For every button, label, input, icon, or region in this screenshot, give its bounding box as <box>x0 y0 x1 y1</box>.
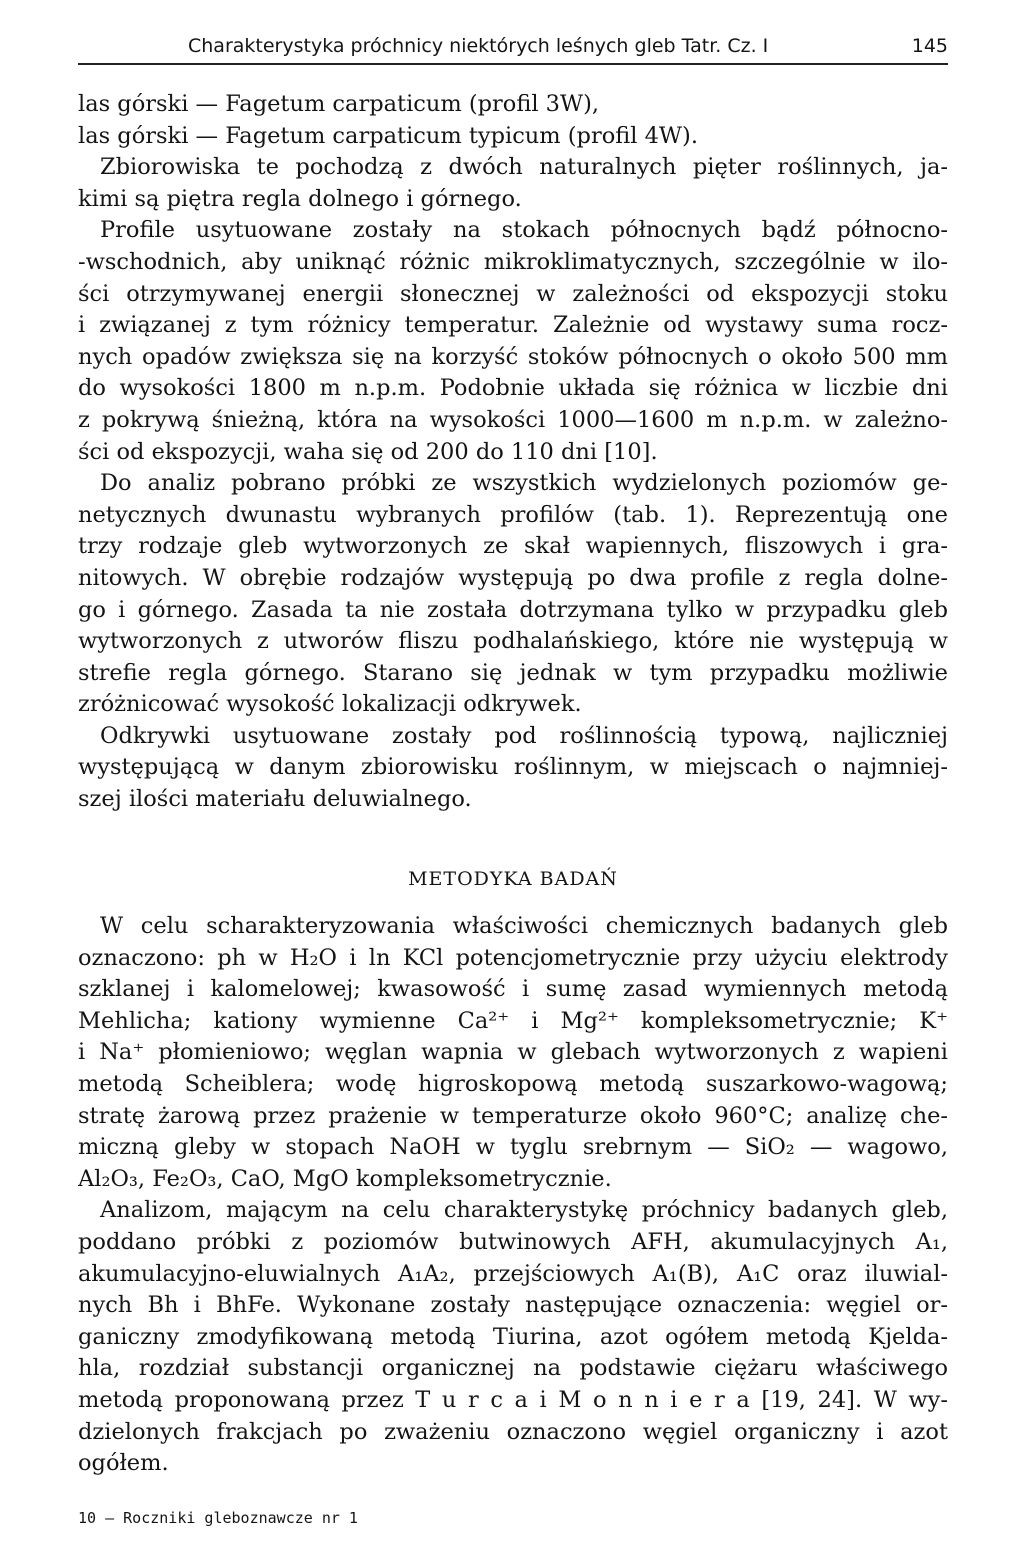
text-line: oznaczono: ph w H₂O i ln KCl potencjometrycznie przy użyciu elektrody <box>78 944 948 971</box>
text-line: ganiczny zmodyfikowaną metodą Tiurina, azot ogółem metodą Kjelda- <box>78 1323 948 1350</box>
text-line: W celu scharakteryzowania właściwości chemicznych badanych gleb <box>100 913 948 939</box>
text-block-methods <box>78 911 948 1480</box>
text-line: ści od ekspozycji, waha się od 200 do 110 dni [10]. <box>78 438 658 465</box>
text-line: i Na⁺ płomieniowo; węglan wapnia w glebach wytworzonych z wapieni <box>78 1039 948 1066</box>
text-line: z pokrywą śnieżną, która na wysokości 1000—1600 m n.p.m. w zależno- <box>78 406 948 433</box>
section-heading: METODYKA BADAŃ <box>408 868 618 890</box>
running-head <box>78 35 948 61</box>
text-line: metodą Scheiblera; wodę higroskopową metodą suszarkowo-wagową; <box>78 1070 948 1097</box>
text-line: i związanej z tym różnicy temperatur. Zależnie od wystawy suma rocz- <box>78 312 948 339</box>
text-line: Zbiorowiska te pochodzą z dwóch naturalnych pięter roślinnych, ja- <box>100 154 948 181</box>
text-line: Al₂O₃, Fe₂O₃, CaO, MgO kompleksometrycznie. <box>78 1165 612 1192</box>
text-line: hla, rozdział substancji organicznej na podstawie ciężaru właściwego <box>78 1355 948 1382</box>
text-line: Mehlicha; kationy wymienne Ca²⁺ i Mg²⁺ kompleksometrycznie; K⁺ <box>78 1007 948 1034</box>
text-line: nych Bh i BhFe. Wykonane zostały następujące oznaczenia: węgiel or- <box>78 1292 948 1319</box>
text-line: strefie regla górnego. Starano się jednak w tym przypadku możliwie <box>78 659 948 686</box>
text-line: nitowych. W obrębie rodzajów występują po dwa profile z regla dolne- <box>78 564 948 591</box>
text-line: wytworzonych z utworów fliszu podhalańskiego, które nie występują w <box>78 628 948 655</box>
text-line: metodą proponowaną przez T u r c a i M o n n i e r a [19, 24]. W wy- <box>78 1386 948 1413</box>
text-line: netycznych dwunastu wybranych profilów (tab. 1). Reprezentują one <box>78 501 948 528</box>
text-line: poddano próbki z poziomów butwinowych AFH, akumulacyjnych A₁, <box>78 1228 948 1255</box>
text-line: Profile usytuowane zostały na stokach północnych bądź północno- <box>100 217 948 244</box>
text-line: Analizom, mającym na celu charakterystykę próchnicy badanych gleb, <box>100 1197 948 1224</box>
text-line: akumulacyjno-eluwialnych A₁A₂, przejściowych A₁(B), A₁C oraz iluwial- <box>78 1260 948 1287</box>
page-number: 145 <box>911 35 948 57</box>
footer-note: 10 — Roczniki gleboznawcze nr 1 <box>78 1509 358 1527</box>
text-line: Odkrywki usytuowane zostały pod roślinnością typową, najliczniej <box>100 722 948 749</box>
text-line: miczną gleby w stopach NaOH w tyglu srebrnym — SiO₂ — wagowo, <box>78 1134 948 1161</box>
text-line: dzielonych frakcjach po zważeniu oznaczono węgiel organiczny i azot <box>78 1418 948 1445</box>
text-line: trzy rodzaje gleb wytworzonych ze skał wapiennych, fliszowych i gra- <box>78 533 948 560</box>
text-line: Do analiz pobrano próbki ze wszystkich wydzielonych poziomów ge- <box>100 470 948 497</box>
text-line: występującą w danym zbiorowisku roślinnym, w miejscach o najmniej- <box>78 754 948 781</box>
text-line: zróżnicować wysokość lokalizacji odkrywek. <box>78 691 582 718</box>
text-line: do wysokości 1800 m n.p.m. Podobnie układa się różnica w liczbie dni <box>78 375 948 402</box>
text-block-intro <box>78 89 948 816</box>
text-line: ogółem. <box>78 1450 169 1477</box>
text-line: ści otrzymywanej energii słonecznej w zależności od ekspozycji stoku <box>78 280 948 307</box>
text-line: las górski — Fagetum carpaticum typicum (profil 4W). <box>78 122 698 149</box>
text-line: go i górnego. Zasada ta nie została dotrzymana tylko w przypadku gleb <box>78 596 948 623</box>
text-line: szej ilości materiału deluwialnego. <box>78 786 472 813</box>
text-line: kimi są piętra regla dolnego i górnego. <box>78 185 522 212</box>
text-line: las górski — Fagetum carpaticum (profil 3W), <box>78 91 600 117</box>
text-line: stratę żarową przez prażenie w temperaturze około 960°C; analizę che- <box>78 1102 948 1129</box>
header-rule <box>78 63 948 65</box>
text-line: nych opadów zwiększa się na korzyść stoków północnych o około 500 mm <box>78 343 948 370</box>
text-line: szklanej i kalomelowej; kwasowość i sumę zasad wymiennych metodą <box>78 976 948 1003</box>
running-title: Charakterystyka próchnicy niektórych leśnych gleb Tatr. Cz. I <box>188 35 769 57</box>
text-line: -wschodnich, aby uniknąć różnic mikroklimatycznych, szczególnie w ilo- <box>78 248 948 275</box>
